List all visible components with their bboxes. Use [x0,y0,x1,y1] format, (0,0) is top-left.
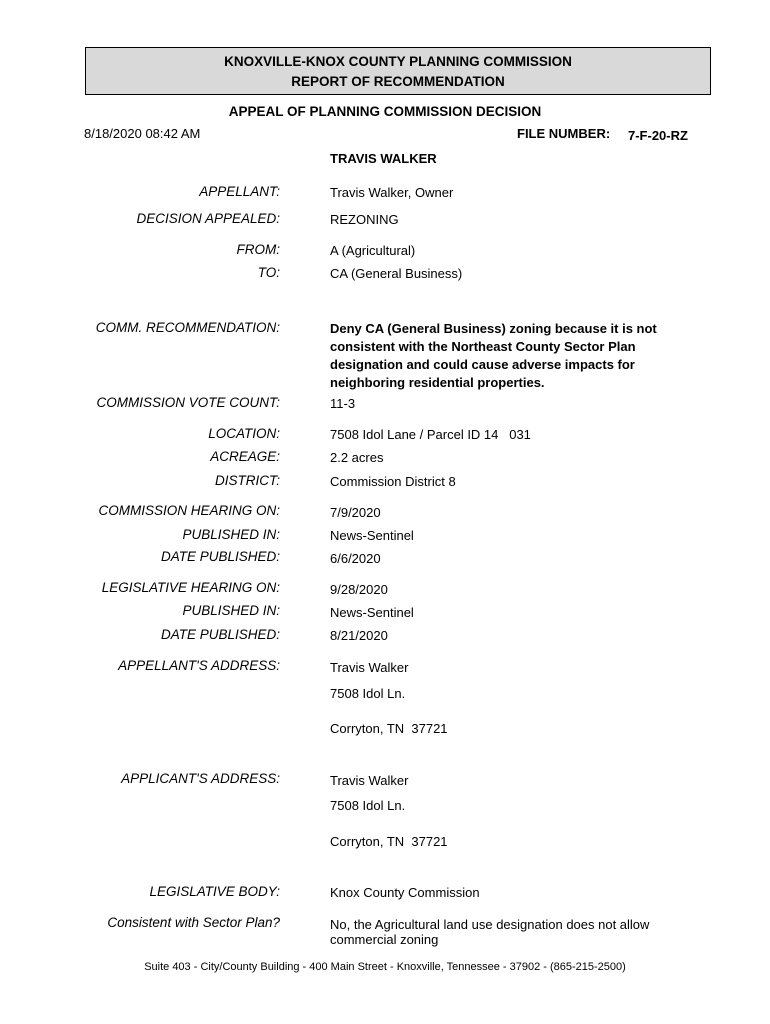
file-number-value: 7-F-20-RZ [628,128,688,143]
district-label: DISTRICT: [215,473,280,488]
vote-count-label: COMMISSION VOTE COUNT: [96,395,280,410]
district-value: Commission District 8 [330,474,456,489]
applicant-address-street: 7508 Idol Ln. [330,798,406,813]
commission-hearing-value: 7/9/2020 [330,505,381,520]
appellant-address-city: Corryton, TN 37721 [330,721,448,736]
legislative-published-in-label: PUBLISHED IN: [182,603,280,618]
appellant-label: APPELLANT: [199,184,280,199]
applicant-address-city: Corryton, TN 37721 [330,834,448,849]
appellant-address-street: 7508 Idol Ln. [330,686,406,701]
vote-count-value: 11-3 [330,396,356,411]
appellant-value: Travis Walker, Owner [330,185,454,200]
applicant-address-name: Travis Walker [330,773,409,788]
report-datetime: 8/18/2020 08:42 AM [84,126,201,141]
legislative-date-published-value: 8/21/2020 [330,628,388,643]
location-label: LOCATION: [208,426,280,441]
header-subtitle: REPORT OF RECOMMENDATION [291,74,505,89]
header-title: KNOXVILLE-KNOX COUNTY PLANNING COMMISSION [224,54,572,69]
commission-published-in-value: News-Sentinel [330,528,414,543]
to-value: CA (General Business) [330,266,463,281]
decision-appealed-label: DECISION APPEALED: [136,211,280,226]
legislative-body-value: Knox County Commission [330,885,480,900]
legislative-hearing-value: 9/28/2020 [330,582,388,597]
sector-plan-value: No, the Agricultural land use designation does not allow commercial zoning [330,917,650,947]
acreage-label: ACREAGE: [210,449,280,464]
from-value: A (Agricultural) [330,243,416,258]
appellant-address-name: Travis Walker [330,660,409,675]
applicant-address-label: APPLICANT'S ADDRESS: [121,771,280,786]
case-name: TRAVIS WALKER [330,151,437,166]
from-label: FROM: [236,242,280,257]
commission-date-published-label: DATE PUBLISHED: [160,549,280,564]
commission-date-published-value: 6/6/2020 [330,551,381,566]
commission-published-in-label: PUBLISHED IN: [182,527,280,542]
comm-recommendation-label: COMM. RECOMMENDATION: [95,320,280,335]
commission-hearing-label: COMMISSION HEARING ON: [98,503,280,518]
legislative-hearing-label: LEGISLATIVE HEARING ON: [101,580,280,595]
legislative-date-published-label: DATE PUBLISHED: [160,627,280,642]
to-label: TO: [257,265,280,280]
decision-appealed-value: REZONING [330,212,399,227]
document-subtitle: APPEAL OF PLANNING COMMISSION DECISION [228,104,542,119]
appellant-address-label: APPELLANT'S ADDRESS: [118,658,280,673]
legislative-body-label: LEGISLATIVE BODY: [149,884,280,899]
sector-plan-label: Consistent with Sector Plan? [107,915,280,930]
file-number-label: FILE NUMBER: [517,126,611,141]
comm-recommendation-value: Deny CA (General Business) zoning because it is not consistent with the Northeast County Sector Plan designation and could cause adverse impacts for neighboring residential properties. [330,321,657,390]
legislative-published-in-value: News-Sentinel [330,605,414,620]
footer-address: Suite 403 - City/County Building - 400 Main Street - Knoxville, Tennessee - 37902 - (865-215-2500) [144,961,626,973]
report-header [85,47,711,95]
location-value: 7508 Idol Lane / Parcel ID 14 031 [330,427,531,442]
acreage-value: 2.2 acres [330,450,384,465]
